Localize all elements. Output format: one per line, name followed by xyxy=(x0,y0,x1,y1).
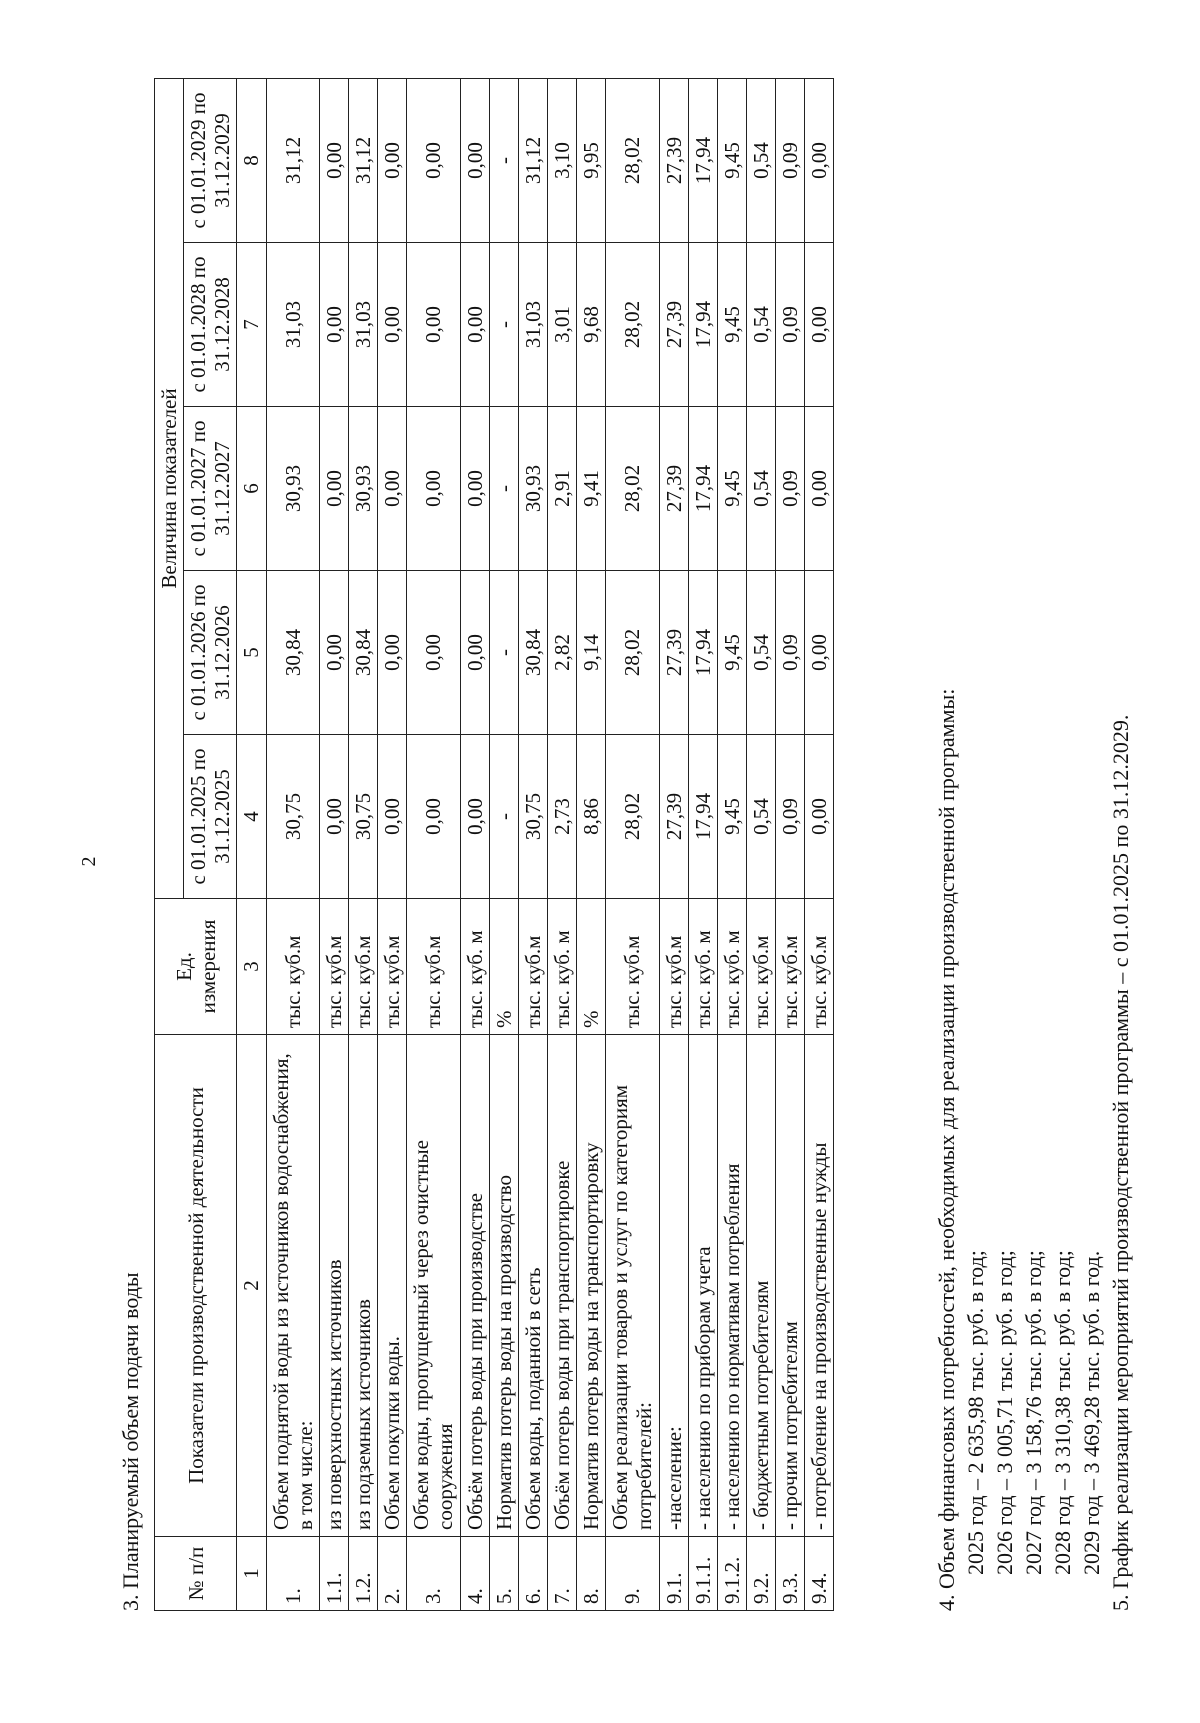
column-number: 3 xyxy=(237,899,266,1035)
header-period: с 01.01.2027 по 31.12.2027 xyxy=(184,407,237,571)
unit-cell: % xyxy=(489,899,518,1035)
value-cell: 0,54 xyxy=(746,407,775,571)
value-cell: 0,00 xyxy=(319,243,348,407)
header-indicator: Показатели производственной деятельности xyxy=(155,1035,237,1537)
value-cell: 0,00 xyxy=(805,735,834,899)
table-row xyxy=(460,78,489,1610)
row-number: 7. xyxy=(547,1537,576,1611)
indicator-name: - потребление на производственные нужды xyxy=(805,1035,834,1537)
column-number: 2 xyxy=(237,1035,266,1537)
table-row xyxy=(577,78,606,1610)
column-number: 5 xyxy=(237,571,266,735)
value-cell: 0,00 xyxy=(407,243,460,407)
table-container xyxy=(118,78,834,1611)
value-cell: 0,00 xyxy=(460,243,489,407)
value-cell: 0,00 xyxy=(319,407,348,571)
indicator-name: -население: xyxy=(659,1035,688,1537)
value-cell: 27,39 xyxy=(659,735,688,899)
column-number: 7 xyxy=(237,243,266,407)
value-cell: 0,00 xyxy=(407,78,460,242)
column-number: 6 xyxy=(237,407,266,571)
indicator-name: Норматив потерь воды на транспортировку xyxy=(577,1035,606,1537)
value-cell: 0,00 xyxy=(460,571,489,735)
indicator-name: Объем поднятой воды из источников водоснабжения, в том числе: xyxy=(266,1035,319,1537)
value-cell: 27,39 xyxy=(659,407,688,571)
table-row xyxy=(348,78,377,1610)
value-cell: 0,00 xyxy=(407,735,460,899)
value-cell: 0,09 xyxy=(776,735,805,899)
row-number: 9.3. xyxy=(776,1537,805,1611)
value-cell: 0,00 xyxy=(805,78,834,242)
value-cell: 31,03 xyxy=(518,243,547,407)
unit-cell: тыс. куб. м xyxy=(460,899,489,1035)
row-number: 9.4. xyxy=(805,1537,834,1611)
value-cell: - xyxy=(489,78,518,242)
value-cell: 28,02 xyxy=(606,735,659,899)
row-number: 1.1. xyxy=(319,1537,348,1611)
value-cell: 28,02 xyxy=(606,407,659,571)
unit-cell: тыс. куб.м xyxy=(407,899,460,1035)
value-cell: 27,39 xyxy=(659,243,688,407)
row-number: 9. xyxy=(606,1537,659,1611)
value-cell: 0,00 xyxy=(378,407,407,571)
value-cell: 0,00 xyxy=(460,735,489,899)
section-title: 3. Планируемый объем подачи воды xyxy=(118,1272,143,1611)
value-cell: 0,09 xyxy=(776,407,805,571)
table-body xyxy=(266,78,834,1610)
financial-needs-line: 2029 год – 3 469,28 тыс. руб. в год. xyxy=(1079,1250,1104,1575)
value-cell: 30,84 xyxy=(266,571,319,735)
row-number: 4. xyxy=(460,1537,489,1611)
value-cell: 2,91 xyxy=(547,407,576,571)
value-cell: 30,93 xyxy=(518,407,547,571)
header-group: Величина показателей xyxy=(155,78,184,898)
row-number: 9.1.2. xyxy=(717,1537,746,1611)
value-cell: 0,00 xyxy=(378,78,407,242)
value-cell: 0,00 xyxy=(378,571,407,735)
value-cell: 9,45 xyxy=(717,571,746,735)
header-period: с 01.01.2028 по 31.12.2028 xyxy=(184,243,237,407)
value-cell: 0,00 xyxy=(378,735,407,899)
value-cell: 30,84 xyxy=(348,571,377,735)
unit-cell: тыс. куб.м xyxy=(266,899,319,1035)
indicator-name: из подземных источников xyxy=(348,1035,377,1537)
value-cell: 0,00 xyxy=(319,735,348,899)
value-cell: - xyxy=(489,243,518,407)
table-row xyxy=(378,78,407,1610)
value-cell: 31,12 xyxy=(518,78,547,242)
value-cell: 2,82 xyxy=(547,571,576,735)
value-cell: 0,00 xyxy=(407,407,460,571)
value-cell: 17,94 xyxy=(688,407,717,571)
financial-needs-line: 2028 год – 3 310,38 тыс. руб. в год; xyxy=(1050,1250,1075,1575)
unit-cell: тыс. куб.м xyxy=(659,899,688,1035)
unit-cell: тыс. куб. м xyxy=(547,899,576,1035)
value-cell: 0,00 xyxy=(460,407,489,571)
value-cell: 9,45 xyxy=(717,243,746,407)
header-row-1 xyxy=(155,78,184,1610)
table-row xyxy=(606,78,659,1610)
unit-cell: тыс. куб.м xyxy=(805,899,834,1035)
value-cell: 0,00 xyxy=(378,243,407,407)
value-cell: 30,75 xyxy=(518,735,547,899)
column-number: 8 xyxy=(237,78,266,242)
unit-cell: тыс. куб. м xyxy=(688,899,717,1035)
row-number: 3. xyxy=(407,1537,460,1611)
value-cell: 2,73 xyxy=(547,735,576,899)
indicator-name: Объем покупки воды. xyxy=(378,1035,407,1537)
table-row xyxy=(688,78,717,1610)
value-cell: 17,94 xyxy=(688,735,717,899)
value-cell: 31,12 xyxy=(266,78,319,242)
table-row xyxy=(659,78,688,1610)
value-cell: - xyxy=(489,407,518,571)
value-cell: 30,75 xyxy=(266,735,319,899)
indicator-name: - населению по нормативам потребления xyxy=(717,1035,746,1537)
value-cell: 17,94 xyxy=(688,571,717,735)
table-row xyxy=(717,78,746,1610)
row-number: 9.1. xyxy=(659,1537,688,1611)
table-row xyxy=(489,78,518,1610)
column-number: 1 xyxy=(237,1537,266,1611)
value-cell: 31,03 xyxy=(348,243,377,407)
schedule-note: 5. График реализации мероприятий производственной программы – с 01.01.2025 по 31.12.2029. xyxy=(1108,714,1133,1611)
indicator-name: Норматив потерь воды на производство xyxy=(489,1035,518,1537)
header-period: с 01.01.2029 по 31.12.2029 xyxy=(184,78,237,242)
value-cell: 0,00 xyxy=(460,78,489,242)
value-cell: 28,02 xyxy=(606,78,659,242)
value-cell: 0,00 xyxy=(805,243,834,407)
footer-notes xyxy=(932,689,1135,1611)
value-cell: 0,54 xyxy=(746,78,775,242)
value-cell: 31,12 xyxy=(348,78,377,242)
column-number: 4 xyxy=(237,735,266,899)
indicator-name: Объем реализации товаров и услуг по категориям потребителей: xyxy=(606,1035,659,1537)
value-cell: 3,10 xyxy=(547,78,576,242)
value-cell: 27,39 xyxy=(659,571,688,735)
value-cell: 9,68 xyxy=(577,243,606,407)
value-cell: 0,54 xyxy=(746,243,775,407)
value-cell: 0,54 xyxy=(746,571,775,735)
unit-cell: тыс. куб.м xyxy=(319,899,348,1035)
value-cell: 0,09 xyxy=(776,571,805,735)
value-cell: 0,00 xyxy=(319,78,348,242)
value-cell: 0,54 xyxy=(746,735,775,899)
row-number: 5. xyxy=(489,1537,518,1611)
table-row xyxy=(746,78,775,1610)
header-unit: Ед. измерения xyxy=(155,899,237,1035)
value-cell: 3,01 xyxy=(547,243,576,407)
row-number: 1. xyxy=(266,1537,319,1611)
value-cell: 17,94 xyxy=(688,78,717,242)
value-cell: 30,75 xyxy=(348,735,377,899)
unit-cell: тыс. куб.м xyxy=(348,899,377,1035)
unit-cell: тыс. куб.м xyxy=(776,899,805,1035)
unit-cell: тыс. куб.м xyxy=(518,899,547,1035)
value-cell: 0,00 xyxy=(805,571,834,735)
row-number: 6. xyxy=(518,1537,547,1611)
indicator-name: Объём потерь воды при транспортировке xyxy=(547,1035,576,1537)
value-cell: 9,95 xyxy=(577,78,606,242)
table-row xyxy=(518,78,547,1610)
value-cell: 30,93 xyxy=(348,407,377,571)
table-row xyxy=(776,78,805,1610)
financial-needs-line: 2027 год – 3 158,76 тыс. руб. в год; xyxy=(1021,1250,1046,1575)
unit-cell: тыс. куб.м xyxy=(378,899,407,1035)
table-row xyxy=(547,78,576,1610)
header-period: с 01.01.2026 по 31.12.2026 xyxy=(184,571,237,735)
value-cell: 0,00 xyxy=(805,407,834,571)
column-number-row xyxy=(237,78,266,1610)
value-cell: 28,02 xyxy=(606,243,659,407)
value-cell: 9,14 xyxy=(577,571,606,735)
financial-needs-line: 2025 год – 2 635,98 тыс. руб. в год; xyxy=(963,1250,988,1575)
indicator-name: из поверхностных источников xyxy=(319,1035,348,1537)
unit-cell: % xyxy=(577,899,606,1035)
financial-needs-line: 2026 год – 3 005,71 тыс. руб. в год; xyxy=(992,1250,1017,1575)
page-number: 2 xyxy=(78,856,100,867)
value-cell: 28,02 xyxy=(606,571,659,735)
header-period: с 01.01.2025 по 31.12.2025 xyxy=(184,735,237,899)
value-cell: 30,84 xyxy=(518,571,547,735)
row-number: 9.1.1. xyxy=(688,1537,717,1611)
indicator-name: Объем воды, пропущенный через очистные сооружения xyxy=(407,1035,460,1537)
indicator-name: Объем воды, поданной в сеть xyxy=(518,1035,547,1537)
water-supply-table xyxy=(154,78,834,1611)
row-number: 2. xyxy=(378,1537,407,1611)
table-row xyxy=(407,78,460,1610)
value-cell: 9,41 xyxy=(577,407,606,571)
value-cell: 0,09 xyxy=(776,243,805,407)
unit-cell: тыс. куб.м xyxy=(606,899,659,1035)
value-cell: 0,00 xyxy=(319,571,348,735)
value-cell: - xyxy=(489,571,518,735)
row-number: 8. xyxy=(577,1537,606,1611)
value-cell: 30,93 xyxy=(266,407,319,571)
value-cell: 17,94 xyxy=(688,243,717,407)
value-cell: 8,86 xyxy=(577,735,606,899)
row-number: 1.2. xyxy=(348,1537,377,1611)
value-cell: 0,00 xyxy=(407,571,460,735)
value-cell: - xyxy=(489,735,518,899)
indicator-name: - бюджетным потребителям xyxy=(746,1035,775,1537)
table-row xyxy=(319,78,348,1610)
table-row xyxy=(805,78,834,1610)
value-cell: 27,39 xyxy=(659,78,688,242)
unit-cell: тыс. куб. м xyxy=(717,899,746,1035)
value-cell: 9,45 xyxy=(717,407,746,571)
financial-needs-title: 4. Объем финансовых потребностей, необходимых для реализации производственной программы: xyxy=(934,688,959,1611)
value-cell: 9,45 xyxy=(717,735,746,899)
value-cell: 31,03 xyxy=(266,243,319,407)
indicator-name: - прочим потребителям xyxy=(776,1035,805,1537)
unit-cell: тыс. куб.м xyxy=(746,899,775,1035)
header-num: № п/п xyxy=(155,1537,237,1611)
value-cell: 9,45 xyxy=(717,78,746,242)
indicator-name: Объём потерь воды при производстве xyxy=(460,1035,489,1537)
row-number: 9.2. xyxy=(746,1537,775,1611)
indicator-name: - населению по приборам учета xyxy=(688,1035,717,1537)
table-row xyxy=(266,78,319,1610)
value-cell: 0,09 xyxy=(776,78,805,242)
